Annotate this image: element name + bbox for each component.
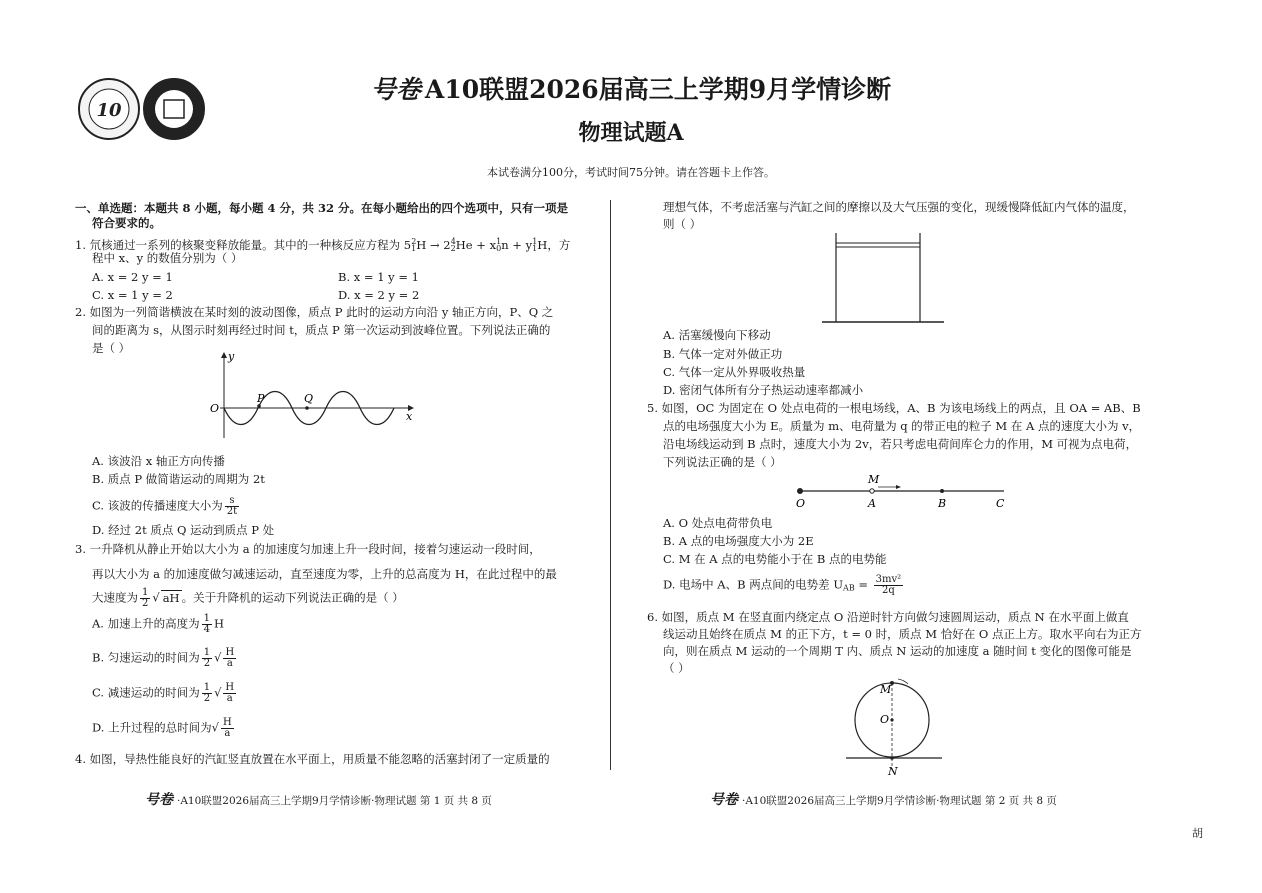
field-c-label: C xyxy=(996,497,1005,510)
q5-field-line-figure xyxy=(788,470,1013,512)
field-a-label: A xyxy=(868,497,876,510)
q4-cylinder-figure xyxy=(820,228,955,328)
field-b-label: B xyxy=(938,497,947,510)
wave-x-label: x xyxy=(406,410,413,423)
piston xyxy=(836,243,920,247)
circle-o-label: O xyxy=(880,713,890,726)
field-m-label: M xyxy=(868,473,880,486)
q4-stem: 4. 如图，导热性能良好的汽缸竖直放置在水平面上，用质量不能忽略的活塞封闭了一定质量的 xyxy=(75,752,550,766)
q5-option-c: C. M 在 A 点的电势能小于在 B 点的电势能 xyxy=(663,552,887,566)
q4-option-c: C. 气体一定从外界吸收热量 xyxy=(663,365,806,379)
q3-option-b: B. 匀速运动的时间为 $\frac{1}{2}$ √ $\frac{H}{a}$ xyxy=(92,647,235,669)
q2-wave-figure xyxy=(200,350,420,440)
q4-option-d: D. 密闭气体所有分子热运动速率都减小 xyxy=(663,383,864,397)
q2-option-a: A. 该波沿 x 轴正方向传播 xyxy=(92,454,225,468)
q6-circle-figure xyxy=(840,675,950,780)
q2-option-d: D. 经过 2t 质点 Q 运动到质点 P 处 xyxy=(92,523,275,537)
circle-m-label: M xyxy=(880,683,892,696)
q6-stem-cont3: （ ） xyxy=(663,661,690,675)
exam-title: 号卷 A10联盟2026届高三上学期9月学情诊断 xyxy=(370,75,892,104)
corner-mark: 胡 xyxy=(1192,827,1203,840)
q2-option-b: B. 质点 P 做简谐运动的周期为 2t xyxy=(92,472,265,486)
q5-option-b: B. A 点的电场强度大小为 2E xyxy=(663,534,814,548)
q3-stem-cont2: 大速度为 $\frac{1}{2}$ √ aH 。关于升降机的运动下列说法正确的是（ ） xyxy=(92,587,404,609)
q5-stem-cont3: 下列说法正确的是（ ） xyxy=(663,455,782,469)
q1-option-c: C. x = 1 y = 2 xyxy=(92,288,173,302)
q5-option-a: A. O 处点电荷带负电 xyxy=(663,516,773,530)
q2-option-c: C. 该波的传播速度大小为 $\frac{s}{2t}$ xyxy=(92,495,238,517)
wave-q-label: Q xyxy=(304,392,314,405)
wave-p-label: P xyxy=(257,392,265,405)
q2-stem-cont2: 是（ ） xyxy=(92,341,131,355)
exam-instructions: 本试卷满分100分，考试时间75分钟。请在答题卡上作答。 xyxy=(487,166,775,179)
q1-stem-cont: 程中 x、y 的数值分别为（ ） xyxy=(92,251,243,265)
q2-stem-cont: 间的距离为 s，从图示时刻再经过时间 t，质点 P 第一次运动到波峰位置。下列说法正确的 xyxy=(92,323,551,337)
footer-right: 号卷 ·A10联盟2026届高三上学期9月学情诊断·物理试题 第 2 页 共 8 页 xyxy=(710,792,1057,808)
brand-mark: 号卷 xyxy=(370,75,421,104)
q5-stem-cont2: 沿电场线运动到 B 点时，速度大小为 2v，若只考虑电荷间库仑力的作用，M 可视为点电荷， xyxy=(663,437,1138,451)
section1-heading-cont: 符合要求的。 xyxy=(92,216,161,230)
column-divider xyxy=(610,200,611,770)
q4-option-b: B. 气体一定对外做正功 xyxy=(663,347,783,361)
q6-stem-cont2: 向，则在质点 M 运动的一个周期 T 内、质点 N 运动的加速度 a 随时间 t 变化的图像可能是 xyxy=(663,644,1132,658)
q5-stem: 5. 如图，OC 为固定在 O 处点电荷的一根电场线，A、B 为该电场线上的两点，且 OA = AB、B xyxy=(647,401,1141,415)
exam-subtitle: 物理试题A xyxy=(578,120,684,146)
q1-option-d: D. x = 2 y = 2 xyxy=(338,288,420,302)
q3-option-d: D. 上升过程的总时间为√ $\frac{H}{a}$ xyxy=(92,717,232,739)
footer-left: 号卷 ·A10联盟2026届高三上学期9月学情诊断·物理试题 第 1 页 共 8 页 xyxy=(145,792,492,808)
q2-stem: 2. 如图为一列简谐横波在某时刻的波动图像，质点 P 此时的运动方向沿 y 轴正方向，P、Q 之 xyxy=(75,305,554,319)
q4-stem-cont: 理想气体，不考虑活塞与汽缸之间的摩擦以及大气压强的变化，现缓慢降低缸内气体的温度， xyxy=(663,200,1135,214)
circle-n-label: N xyxy=(888,765,898,778)
q5-option-d: D. 电场中 A、B 两点间的电势差 $U_{AB}$ = $\frac{\text{3mv²}}{2q}$ xyxy=(663,574,902,596)
q3-option-c: C. 减速运动的时间为 $\frac{1}{2}$ √ $\frac{H}{a}$ xyxy=(92,682,235,704)
q3-option-a: A. 加速上升的高度为 $\frac{1}{4}$ H xyxy=(92,613,225,635)
q6-stem: 6. 如图，质点 M 在竖直面内绕定点 O 沿逆时针方向做匀速圆周运动，质点 N 在水平面上做直 xyxy=(647,610,1129,624)
wave-origin-label: O xyxy=(210,402,220,415)
q1-option-a: A. x = 2 y = 1 xyxy=(92,270,173,284)
q1-stem: 1. 氘核通过一系列的核聚变释放能量。其中的一种核反应方程为 $5_1^2H \to 2_2^4He + x_0^1n + y_1^1H$，方 xyxy=(75,237,571,253)
wave-y-label: y xyxy=(228,350,235,363)
svg-text:10: 10 xyxy=(96,100,122,121)
section1-heading: 一、单选题：本题共 8 小题，每小题 4 分，共 32 分。在每小题给出的四个选项中，只有一项是 xyxy=(75,201,569,215)
q6-stem-cont: 线运动且始终在质点 M 的正下方，t = 0 时，质点 M 恰好在 O 点正上方。取水平向右为正方 xyxy=(663,627,1142,641)
q4-option-a: A. 活塞缓慢向下移动 xyxy=(663,328,771,342)
q3-stem-cont: 再以大小为 a 的加速度做匀减速运动，直至速度为零，上升的总高度为 H，在此过程中的最 xyxy=(92,567,557,581)
q1-option-b: B. x = 1 y = 1 xyxy=(338,270,419,284)
q4-stem-cont2: 则（ ） xyxy=(663,217,702,231)
field-o-label: O xyxy=(796,497,806,510)
q5-stem-cont: 点的电场强度大小为 E。质量为 m、电荷量为 q 的带正电的粒子 M 在 A 点的速度大小为 v， xyxy=(663,419,1141,433)
q3-stem: 3. 一升降机从静止开始以大小为 a 的加速度匀加速上升一段时间，接着匀速运动一段时间， xyxy=(75,542,541,556)
